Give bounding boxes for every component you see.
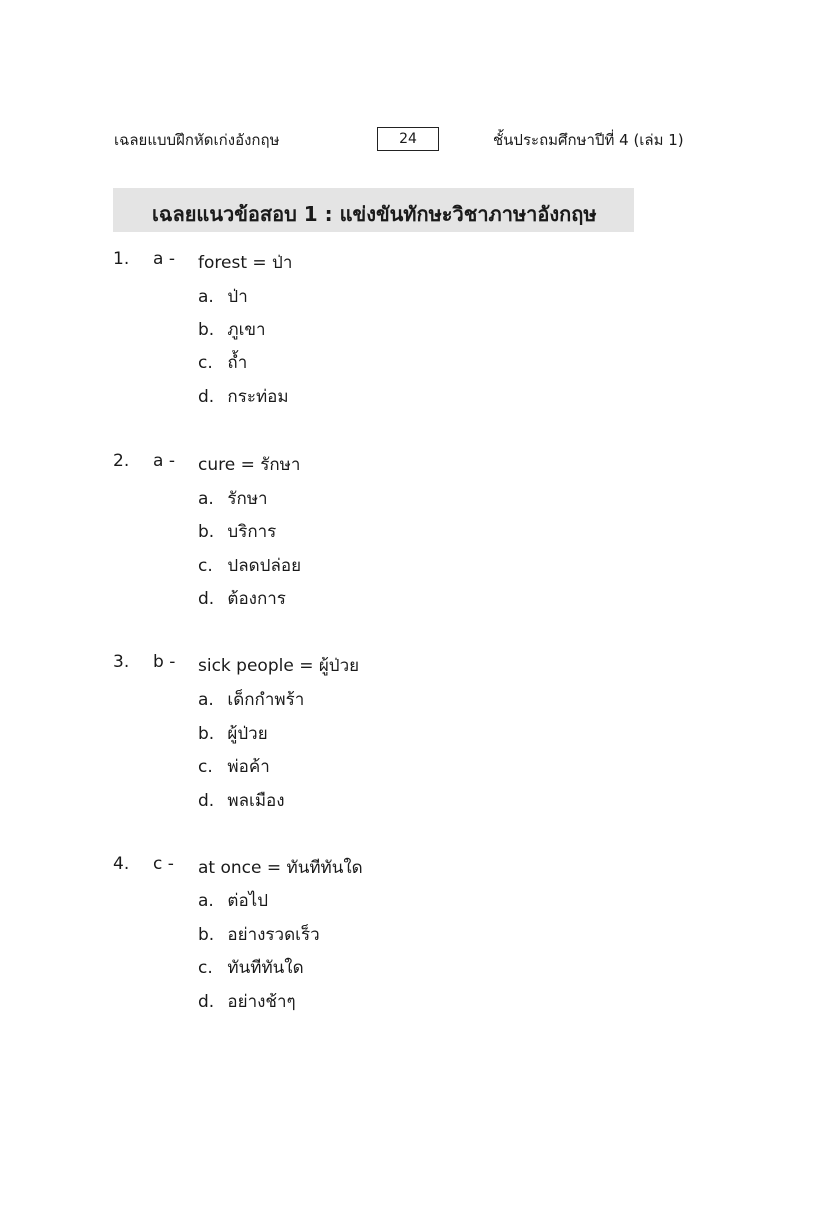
- answer-key: b -: [153, 652, 176, 672]
- question-number: 4.: [113, 854, 130, 874]
- option-d: [198, 988, 296, 1012]
- option-c: [198, 753, 270, 777]
- option-text: รักษา: [227, 489, 268, 509]
- option-text: พลเมือง: [227, 791, 285, 811]
- option-letter: c.: [198, 757, 213, 777]
- question-text: at once = ทันทีทันใด: [198, 858, 363, 878]
- option-text: ปลดปล่อย: [227, 556, 302, 576]
- option-text: เด็กกำพร้า: [227, 690, 305, 710]
- option-a: [198, 283, 248, 307]
- option-text: ต้องการ: [227, 589, 286, 609]
- question-text: sick people = ผู้ป่วย: [198, 656, 360, 676]
- option-letter: d.: [198, 387, 215, 407]
- option-a: [198, 887, 268, 911]
- option-b: [198, 720, 268, 744]
- option-letter: b.: [198, 925, 215, 945]
- option-letter: c.: [198, 353, 213, 373]
- question-number: 2.: [113, 451, 130, 471]
- option-a: [198, 686, 304, 710]
- option-letter: a.: [198, 287, 214, 307]
- option-text: ทันทีทันใด: [227, 958, 304, 978]
- option-text: อย่างรวดเร็ว: [227, 925, 320, 945]
- option-d: [198, 585, 286, 609]
- option-letter: b.: [198, 320, 215, 340]
- option-letter: a.: [198, 891, 214, 911]
- section-title: เฉลยแนวข้อสอบ 1 : แข่งขันทักษะวิชาภาษาอังกฤษ: [152, 202, 597, 226]
- question-number: 3.: [113, 652, 130, 672]
- answer-key: a -: [153, 451, 175, 471]
- header-grade-level: ชั้นประถมศึกษาปีที่ 4 (เล่ม 1): [493, 131, 684, 149]
- option-c: [198, 552, 301, 576]
- option-text: ถ้ำ: [227, 353, 248, 373]
- option-text: ต่อไป: [227, 891, 268, 911]
- option-text: กระท่อม: [227, 387, 289, 407]
- option-c: [198, 954, 304, 978]
- option-text: บริการ: [227, 522, 277, 542]
- option-letter: d.: [198, 791, 215, 811]
- question-text: cure = รักษา: [198, 455, 301, 475]
- question-number: 1.: [113, 249, 130, 269]
- option-text: พ่อค้า: [227, 757, 270, 777]
- question-text: forest = ป่า: [198, 253, 293, 273]
- option-text: ภูเขา: [227, 320, 266, 340]
- option-a: [198, 485, 268, 509]
- answer-key: c -: [153, 854, 174, 874]
- option-letter: a.: [198, 489, 214, 509]
- option-c: [198, 349, 247, 373]
- option-letter: d.: [198, 589, 215, 609]
- option-b: [198, 316, 266, 340]
- option-letter: c.: [198, 958, 213, 978]
- option-letter: c.: [198, 556, 213, 576]
- page-number-box: 24: [377, 127, 439, 151]
- option-b: [198, 921, 320, 945]
- option-letter: b.: [198, 724, 215, 744]
- option-d: [198, 383, 289, 407]
- header-book-title: เฉลยแบบฝึกหัดเก่งอังกฤษ: [114, 131, 280, 149]
- option-d: [198, 787, 285, 811]
- answer-key: a -: [153, 249, 175, 269]
- option-letter: b.: [198, 522, 215, 542]
- option-text: ป่า: [227, 287, 248, 307]
- option-letter: a.: [198, 690, 214, 710]
- option-text: ผู้ป่วย: [227, 724, 268, 744]
- option-text: อย่างช้าๆ: [227, 992, 296, 1012]
- option-letter: d.: [198, 992, 215, 1012]
- option-b: [198, 518, 276, 542]
